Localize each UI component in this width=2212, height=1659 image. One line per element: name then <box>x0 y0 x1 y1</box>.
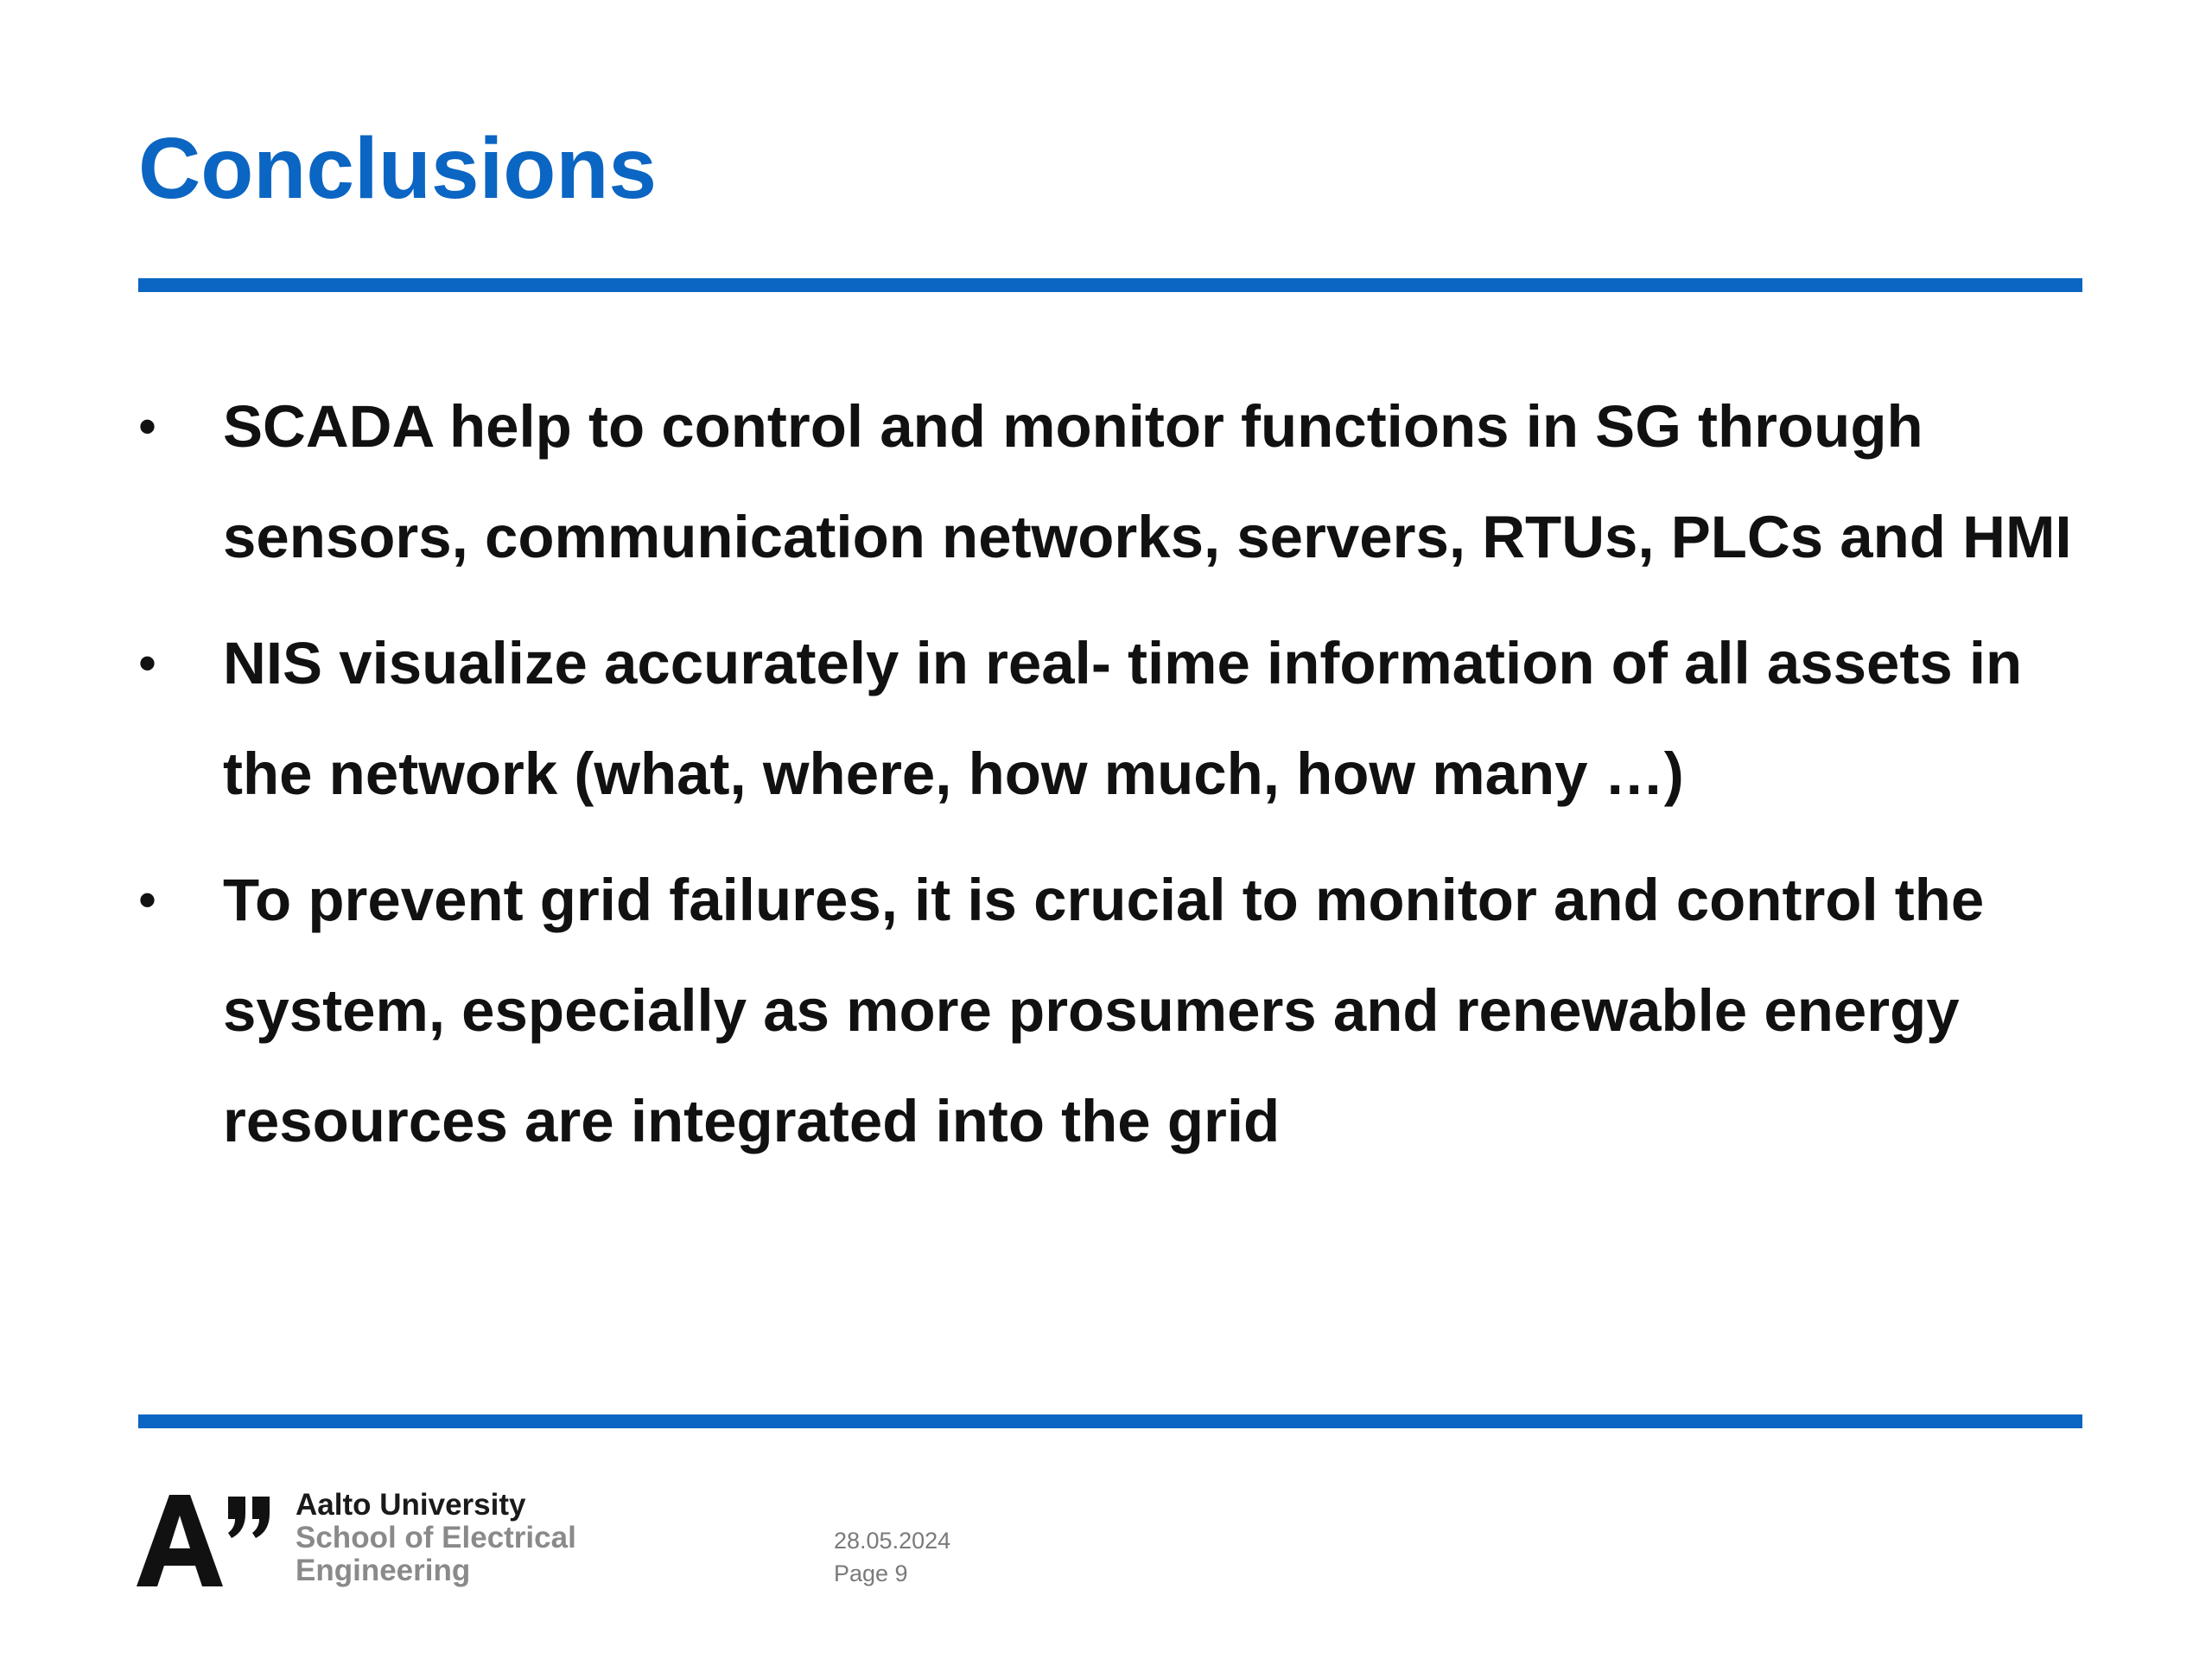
footer-date: 28.05.2024 <box>834 1528 951 1554</box>
bullet-text: NIS visualize accurately in real- time information of all assets in the network (what, where, how much, how many …) <box>223 630 2023 807</box>
top-divider <box>138 278 2082 292</box>
aalto-a-logo-icon <box>137 1493 275 1588</box>
bullet-text: SCADA help to control and monitor functions in SG through sensors, communication networks, servers, RTUs, PLCs and HMI <box>223 393 2072 570</box>
bullet-item <box>138 845 2126 1177</box>
bullet-dot-icon: • <box>138 871 157 929</box>
bottom-divider <box>138 1414 2082 1428</box>
bullet-item <box>138 608 2126 830</box>
bullet-dot-icon: • <box>138 634 157 692</box>
slide-title: Conclusions <box>138 120 658 217</box>
org-school-name-line-1: School of Electrical <box>296 1521 576 1554</box>
bullet-text: To prevent grid failures, it is crucial to monitor and control the system, especially as more prosumers and renewable energy resources are integrated into the grid <box>223 867 1985 1154</box>
bullet-list <box>138 372 2126 1192</box>
footer-organization <box>296 1489 576 1587</box>
bullet-dot-icon: • <box>138 397 157 455</box>
org-university-name: Aalto University <box>296 1488 526 1522</box>
footer-meta <box>834 1524 950 1590</box>
org-school-name-line-2: Engineering <box>296 1554 471 1587</box>
bullet-item <box>138 372 2126 593</box>
footer-page-number: Page 9 <box>834 1560 908 1586</box>
